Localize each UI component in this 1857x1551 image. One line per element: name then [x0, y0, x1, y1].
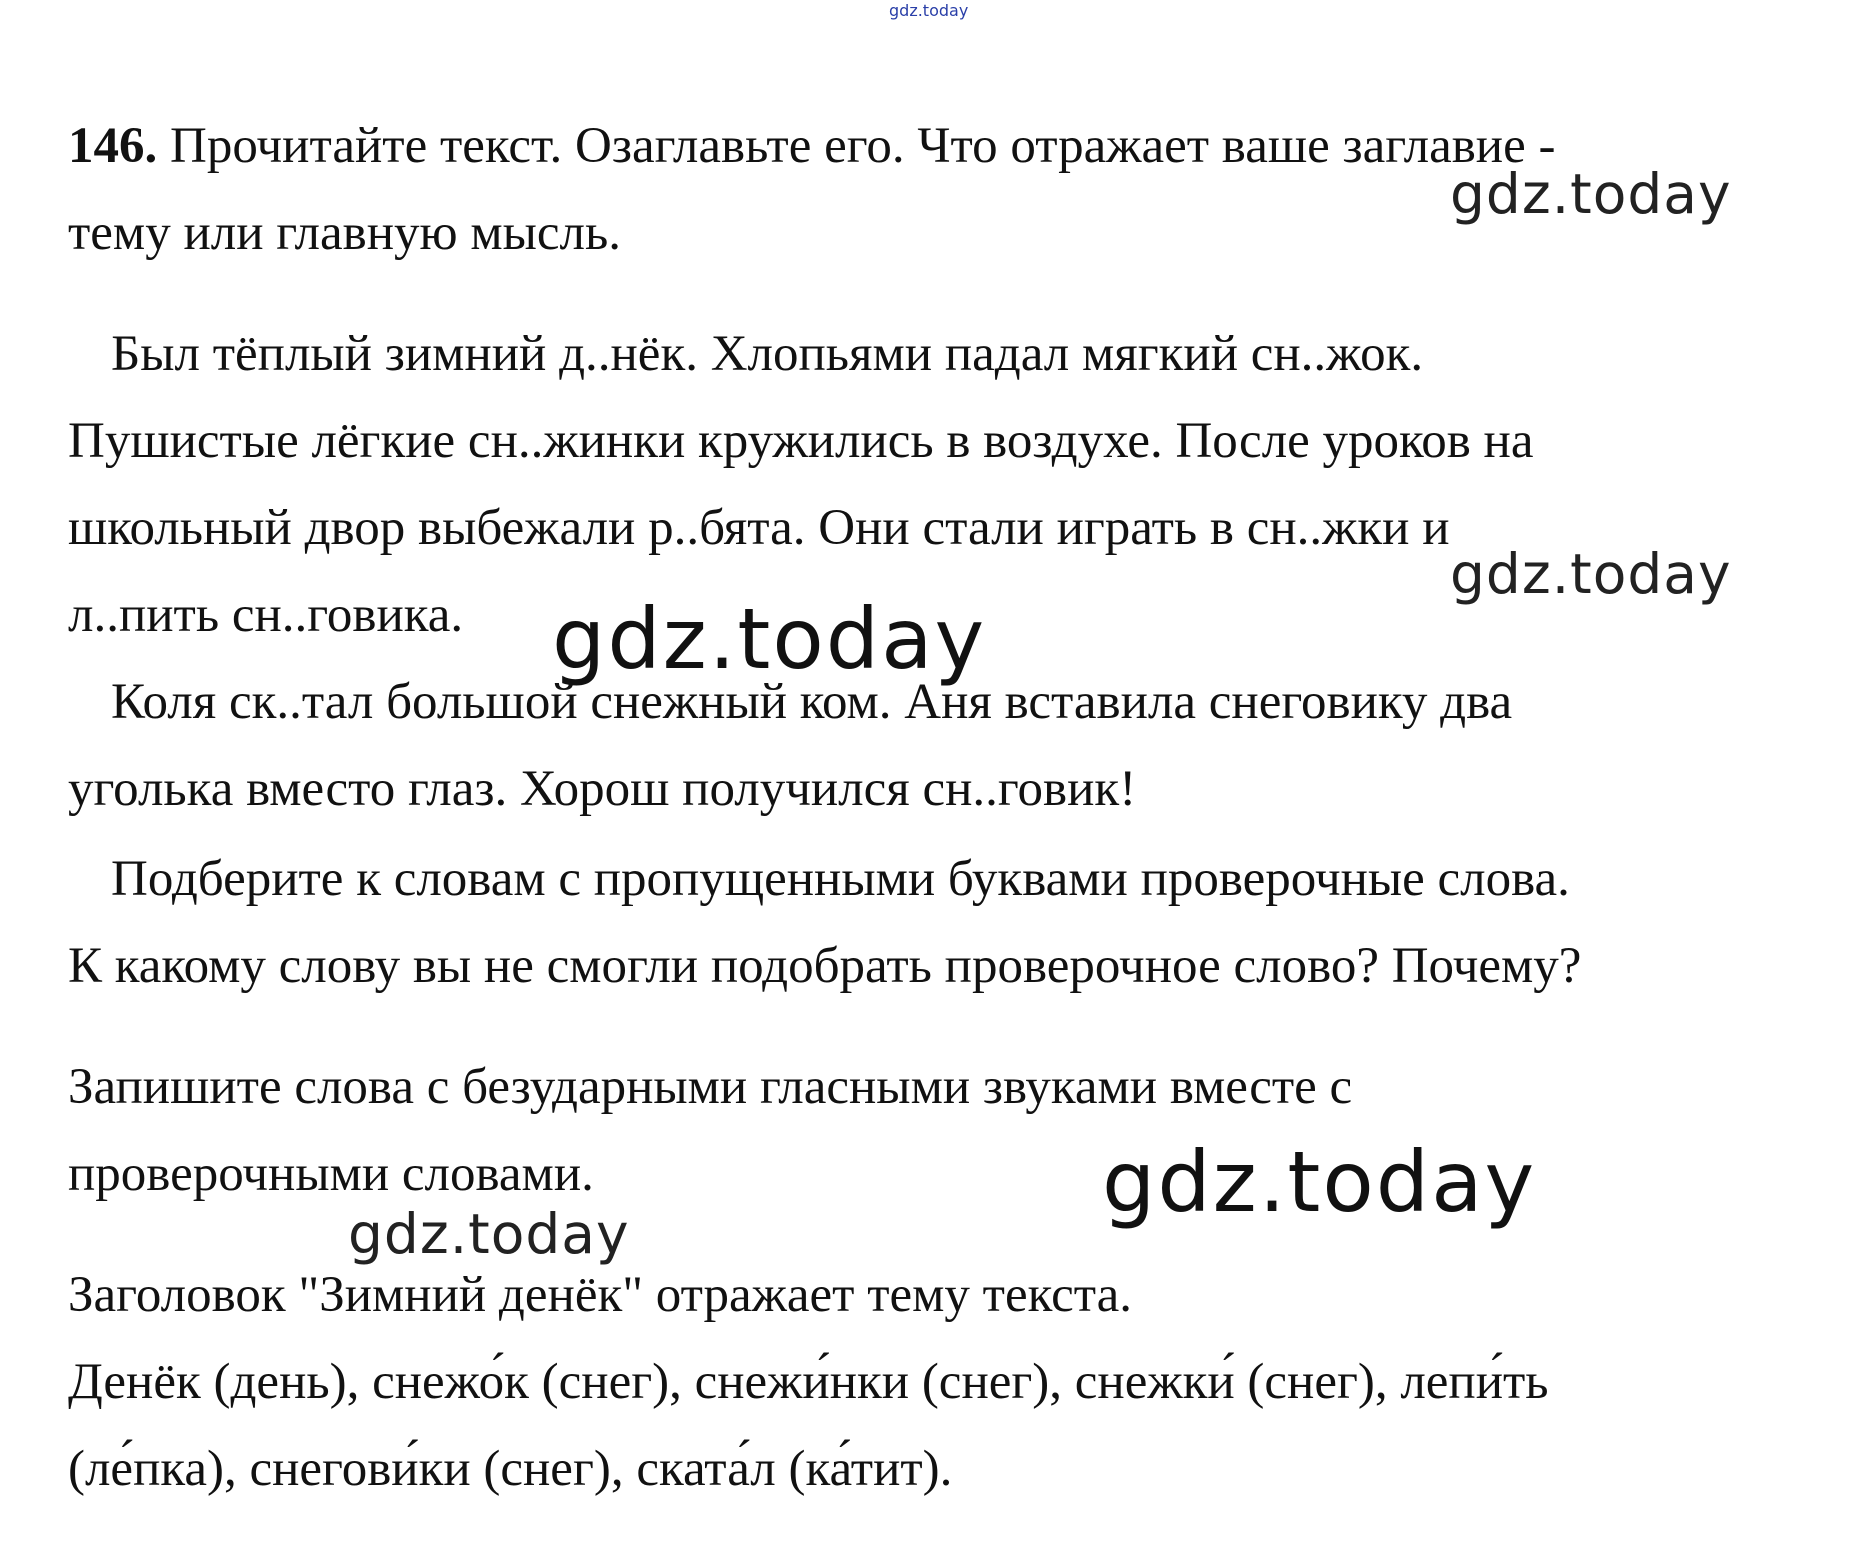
answer-words-line: (ле́пка), снегови́ки (снег), ската́л (ка́тит).: [68, 1441, 953, 1497]
text-line: Был тёплый зимний д..нёк. Хлопьями падал мягкий сн..жок.: [111, 326, 1424, 382]
instruction-line: Запишите слова с безударными гласными звуками вместе с: [68, 1059, 1353, 1115]
watermark-top: gdz.today: [889, 1, 969, 20]
text-line: Коля ск..тал большой снежный ком. Аня вставила снеговику два: [111, 674, 1513, 730]
watermark: gdz.today: [552, 590, 987, 688]
watermark: gdz.today: [1102, 1133, 1537, 1231]
watermark: gdz.today: [1450, 542, 1732, 606]
task-line-1: [68, 116, 1555, 176]
watermark: gdz.today: [1450, 162, 1732, 226]
task-text: Прочитайте текст. Озаглавьте его. Что отражает ваше заглавие -: [170, 118, 1556, 174]
text-line: Пушистые лёгкие сн..жинки кружились в воздухе. После уроков на: [68, 413, 1534, 469]
text-line: школьный двор выбежали р..бята. Они стали играть в сн..жки и: [68, 500, 1450, 556]
instruction-line: проверочными словами.: [68, 1146, 594, 1202]
text-line: л..пить сн..говика.: [68, 587, 464, 643]
task-line-2: тему или главную мысль.: [68, 205, 622, 261]
task-number: 146.: [68, 118, 158, 174]
text-line: уголька вместо глаз. Хорош получился сн..говик!: [68, 761, 1137, 817]
watermark: gdz.today: [348, 1202, 630, 1266]
question-line: К какому слову вы не смогли подобрать проверочное слово? Почему?: [68, 938, 1582, 994]
answer-words-line: Денёк (день), снежо́к (снег), снежи́нки (снег), снежки́ (снег), лепи́ть: [68, 1354, 1549, 1410]
question-line: Подберите к словам с пропущенными буквами проверочные слова.: [111, 851, 1570, 907]
answer-title-line: Заголовок "Зимний денёк" отражает тему текста.: [68, 1267, 1133, 1323]
